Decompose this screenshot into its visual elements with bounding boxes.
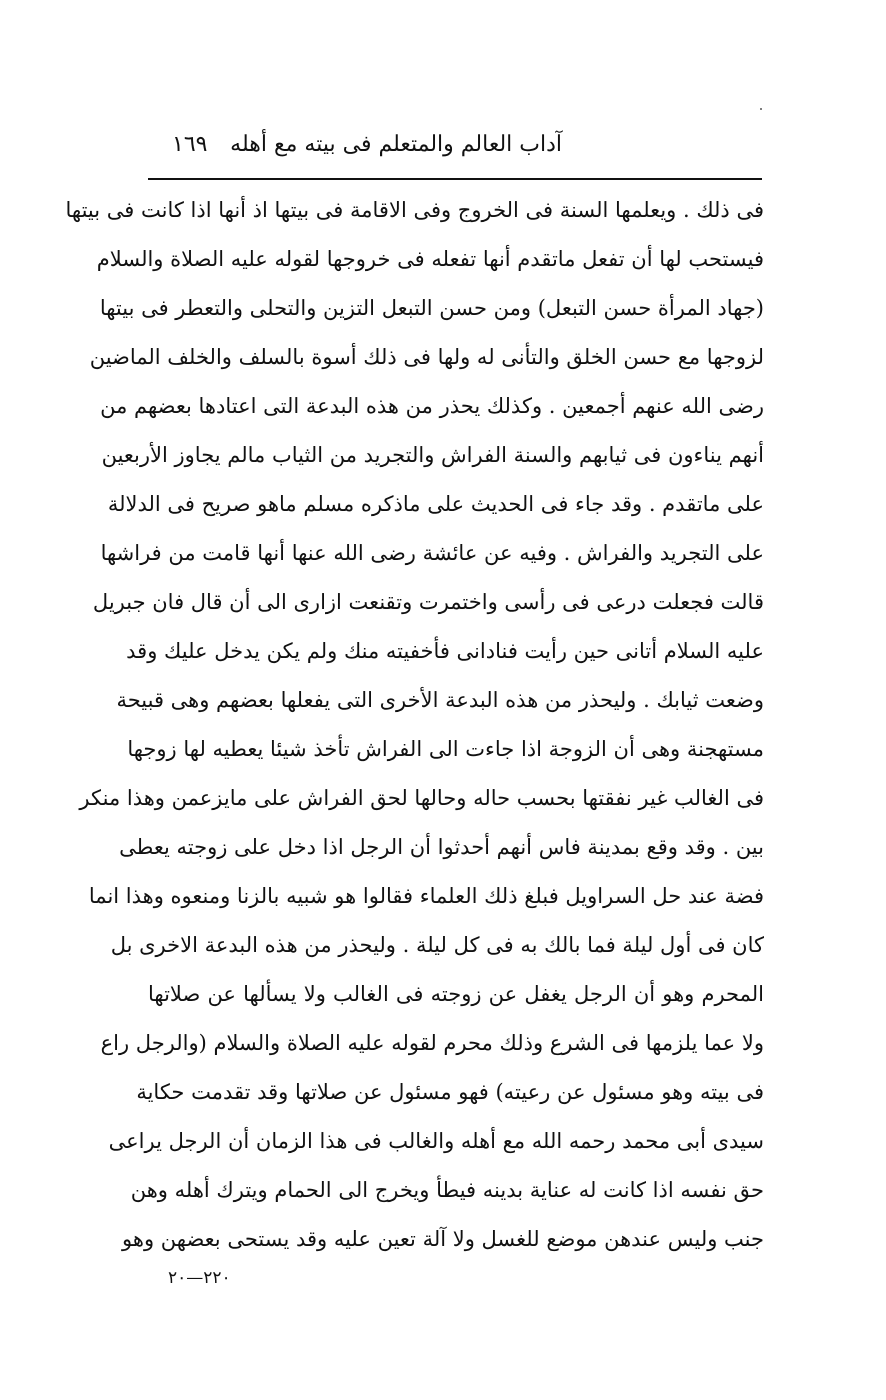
text-line: بين . وقد وقع بمدينة فاس أنهم أحدثوا أن الرجل اذا دخل على زوجته يعطى (119, 835, 764, 859)
text-line: سيدى أبى محمد رحمه الله مع أهله والغالب فى هذا الزمان أن الرجل يراعى (108, 1129, 764, 1153)
text-line: المحرم وهو أن الرجل يغفل عن زوجته فى الغالب ولا يسألها عن صلاتها (148, 982, 764, 1006)
text-line: مستهجنة وهى أن الزوجة اذا جاءت الى الفراش تأخذ شيئا يعطيه لها زوجها (127, 737, 764, 761)
text-line: فى ذلك . ويعلمها السنة فى الخروج وفى الاقامة فى بيتها اذ أنها اذا كانت فى بيتها (65, 198, 764, 222)
text-line: حق نفسه اذا كانت له عناية بدينه فيطأ ويخرج الى الحمام ويترك أهله وهن (130, 1178, 764, 1202)
text-line: وضعت ثيابك . وليحذر من هذه البدعة الأخرى التى يفعلها بعضهم وهى قبيحة (116, 688, 764, 712)
text-line: ولا عما يلزمها فى الشرع وذلك محرم لقوله عليه الصلاة والسلام (والرجل راع (100, 1031, 764, 1055)
text-line: كان فى أول ليلة فما بالك به فى كل ليلة . وليحذر من هذه البدعة الاخرى بل (110, 933, 764, 957)
body-text (65, 186, 764, 1264)
text-line: عليه السلام أتانى حين رأيت فنادانى فأخفيته منك ولم يكن يدخل عليك وقد (126, 639, 764, 663)
printer-signature: ٢٢٠—٢٠ (168, 1268, 231, 1288)
running-title: آداب العالم والمتعلم فى بيته مع أهله (230, 132, 562, 157)
text-line: على ماتقدم . وقد جاء فى الحديث على ماذكره مسلم ماهو صريح فى الدلالة (107, 492, 764, 516)
text-line: قالت فجعلت درعى فى رأسى واختمرت وتقنعت ازارى الى أن قال فان جبريل (92, 590, 764, 614)
text-line: فى بيته وهو مسئول عن رعيته) فهو مسئول عن صلاتها وقد تقدمت حكاية (136, 1080, 764, 1104)
text-line: فيستحب لها أن تفعل ماتقدم أنها تفعله فى خروجها لقوله عليه الصلاة والسلام (96, 247, 764, 271)
text-line: رضى الله عنهم أجمعين . وكذلك يحذر من هذه البدعة التى اعتادها بعضهم من (100, 394, 764, 418)
text-line: جنب وليس عندهن موضع للغسل ولا آلة تعين عليه وقد يستحى بعضهن وهو (122, 1227, 764, 1251)
header-rule (148, 178, 762, 180)
scan-speck (760, 108, 762, 110)
text-line: على التجريد والفراش . وفيه عن عائشة رضى الله عنها أنها قامت من فراشها (100, 541, 764, 565)
text-line: فضة عند حل السراويل فبلغ ذلك العلماء فقالوا هو شبيه بالزنا ومنعوه وهذا انما (88, 884, 764, 908)
text-line: (جهاد المرأة حسن التبعل) ومن حسن التبعل التزين والتحلى والتعطر فى بيتها (99, 296, 764, 320)
page-number: ١٦٩ (172, 132, 208, 157)
page-header (150, 128, 570, 168)
text-line: أنهم يناءون فى ثيابهم والسنة الفراش والتجريد من الثياب مالم يجاوز الأربعين (101, 443, 764, 467)
text-line: لزوجها مع حسن الخلق والتأنى له ولها فى ذلك أسوة بالسلف والخلف الماضين (89, 345, 764, 369)
text-line: فى الغالب غير نفقتها بحسب حاله وحالها لحق الفراش على مايزعمن وهذا منكر (79, 786, 764, 810)
